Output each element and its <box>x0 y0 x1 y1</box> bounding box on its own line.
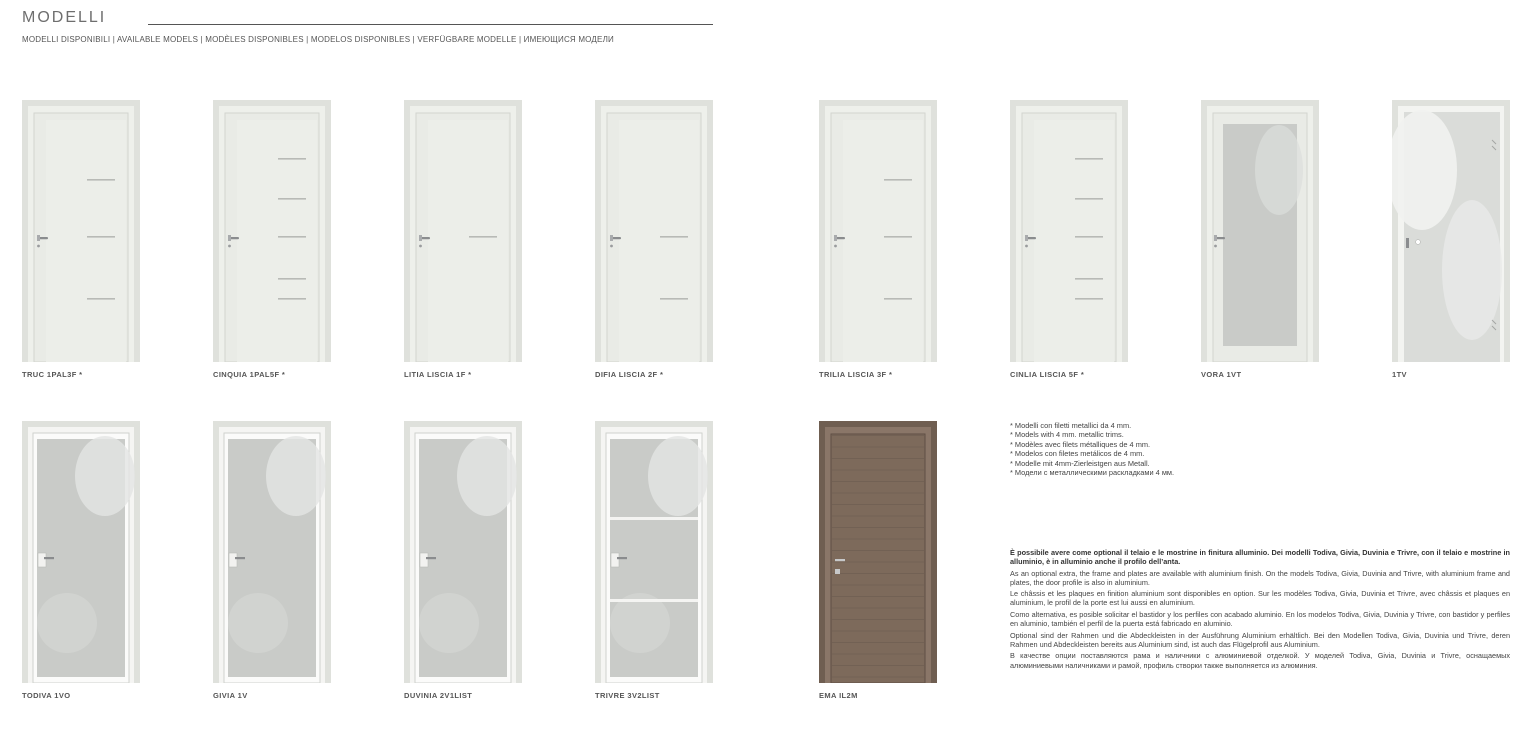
model-name: CINLIA LISCIA 5F * <box>1010 370 1085 379</box>
model-name: VORA 1VT <box>1201 370 1242 379</box>
door-illustration <box>213 421 331 683</box>
info-paragraph: As an optional extra, the frame and plates are available with aluminium finish. On the models Todiva, Givia, Duvinia and Trivre, with aluminium frame and plates, the door profile is also in aluminium. <box>1010 568 1510 587</box>
note-line: * Models with 4 mm. metallic trims. <box>1010 430 1124 440</box>
info-paragraph: Le châssis et les plaques en finition aluminium sont disponibles en option. Sur les modèles Todiva, Givia, Duvinia et Trivre, avec châssis et plaques en aluminium, le profil de la porte est lui aussi en aluminium. <box>1010 589 1510 608</box>
door-illustration <box>213 100 331 362</box>
model-name: TRIVRE 3V2LIST <box>595 691 660 700</box>
door-illustration <box>404 421 522 683</box>
door-image <box>819 421 937 683</box>
note-line: * Modelos con filetes metálicos de 4 mm. <box>1010 449 1145 459</box>
door-illustration <box>819 100 937 362</box>
door-image <box>595 421 713 683</box>
model-name: DIFIA LISCIA 2F * <box>595 370 664 379</box>
door-illustration <box>1201 100 1319 362</box>
model-name: TODIVA 1VO <box>22 691 71 700</box>
info-paragraph: Como alternativa, es posible solicitar el bastidor y los perfiles con acabado aluminio. En los modelos Todiva, Givia, Duvinia y Trivre, con bastidor y perfiles en aluminio, también el perfil de la puerta está fabricado en aluminio. <box>1010 610 1510 629</box>
info-paragraph: Optional sind der Rahmen und die Abdeckleisten in der Ausführung Aluminium erhältlich. Bei den Modellen Todiva, Givia, Duvinia und Trivre, deren Rahmen und Abdeckleisten bereits aus Aluminium sind, ist auch das Flügelprofil aus Aluminium. <box>1010 630 1510 649</box>
door-image <box>1392 100 1510 362</box>
model-name: TRILIA LISCIA 3F * <box>819 370 893 379</box>
door-image <box>1010 100 1128 362</box>
door-illustration <box>22 421 140 683</box>
door-image <box>213 100 331 362</box>
aluminium-info <box>1010 548 1510 672</box>
door-illustration <box>1392 100 1510 362</box>
note-line: * Modelle mit 4mm-Zierleistgen aus Metall. <box>1010 458 1150 468</box>
door-image <box>819 100 937 362</box>
page-title: MODELLI <box>22 9 107 26</box>
door-image <box>213 421 331 683</box>
door-illustration <box>595 421 713 683</box>
page-subtitle: MODELLI DISPONIBILI | AVAILABLE MODELS | MODÈLES DISPONIBLES | MODELOS DISPONIBLES | VERFÜGBARE MODELLE | ИМЕЮЩИСЯ МОДЕЛИ <box>22 35 614 44</box>
door-image <box>595 100 713 362</box>
model-name: GIVIA 1V <box>213 691 248 700</box>
door-illustration <box>1010 100 1128 362</box>
door-image <box>404 100 522 362</box>
door-image <box>22 100 140 362</box>
model-name: DUVINIA 2V1LIST <box>404 691 473 700</box>
model-name: LITIA LISCIA 1F * <box>404 370 472 379</box>
model-name: EMA IL2M <box>819 691 858 700</box>
door-image <box>404 421 522 683</box>
door-illustration <box>404 100 522 362</box>
door-illustration <box>22 100 140 362</box>
door-illustration <box>819 421 937 683</box>
model-name: TRUC 1PAL3F * <box>22 370 83 379</box>
trim-notes <box>1010 421 1174 477</box>
note-line: * Modèles avec filets métalliques de 4 mm. <box>1010 439 1151 449</box>
model-name: CINQUIA 1PAL5F * <box>213 370 286 379</box>
note-line: * Modelli con filetti metallici da 4 mm. <box>1010 421 1132 430</box>
door-image <box>1201 100 1319 362</box>
note-line: * Модели с металлическими раскладками 4 мм. <box>1010 468 1175 478</box>
model-name: 1TV <box>1392 370 1407 379</box>
info-paragraph: È possibile avere come optional il telaio e le mostrine in finitura alluminio. Dei modelli Todiva, Givia, Duvinia e Trivre, con il telaio e mostrine in alluminio, è in alluminio anche il profilo dell’anta. <box>1010 548 1510 567</box>
info-paragraph: В качестве опции поставляются рама и наличники с алюминиевой отделкой. У моделей Todiva, Givia, Duvinia и Trivre, оснащаемых алюминиевыми наличниками и рамой, профиль створки также выполняется из алюминия. <box>1010 651 1510 670</box>
door-illustration <box>595 100 713 362</box>
title-rule <box>148 24 713 25</box>
door-image <box>22 421 140 683</box>
